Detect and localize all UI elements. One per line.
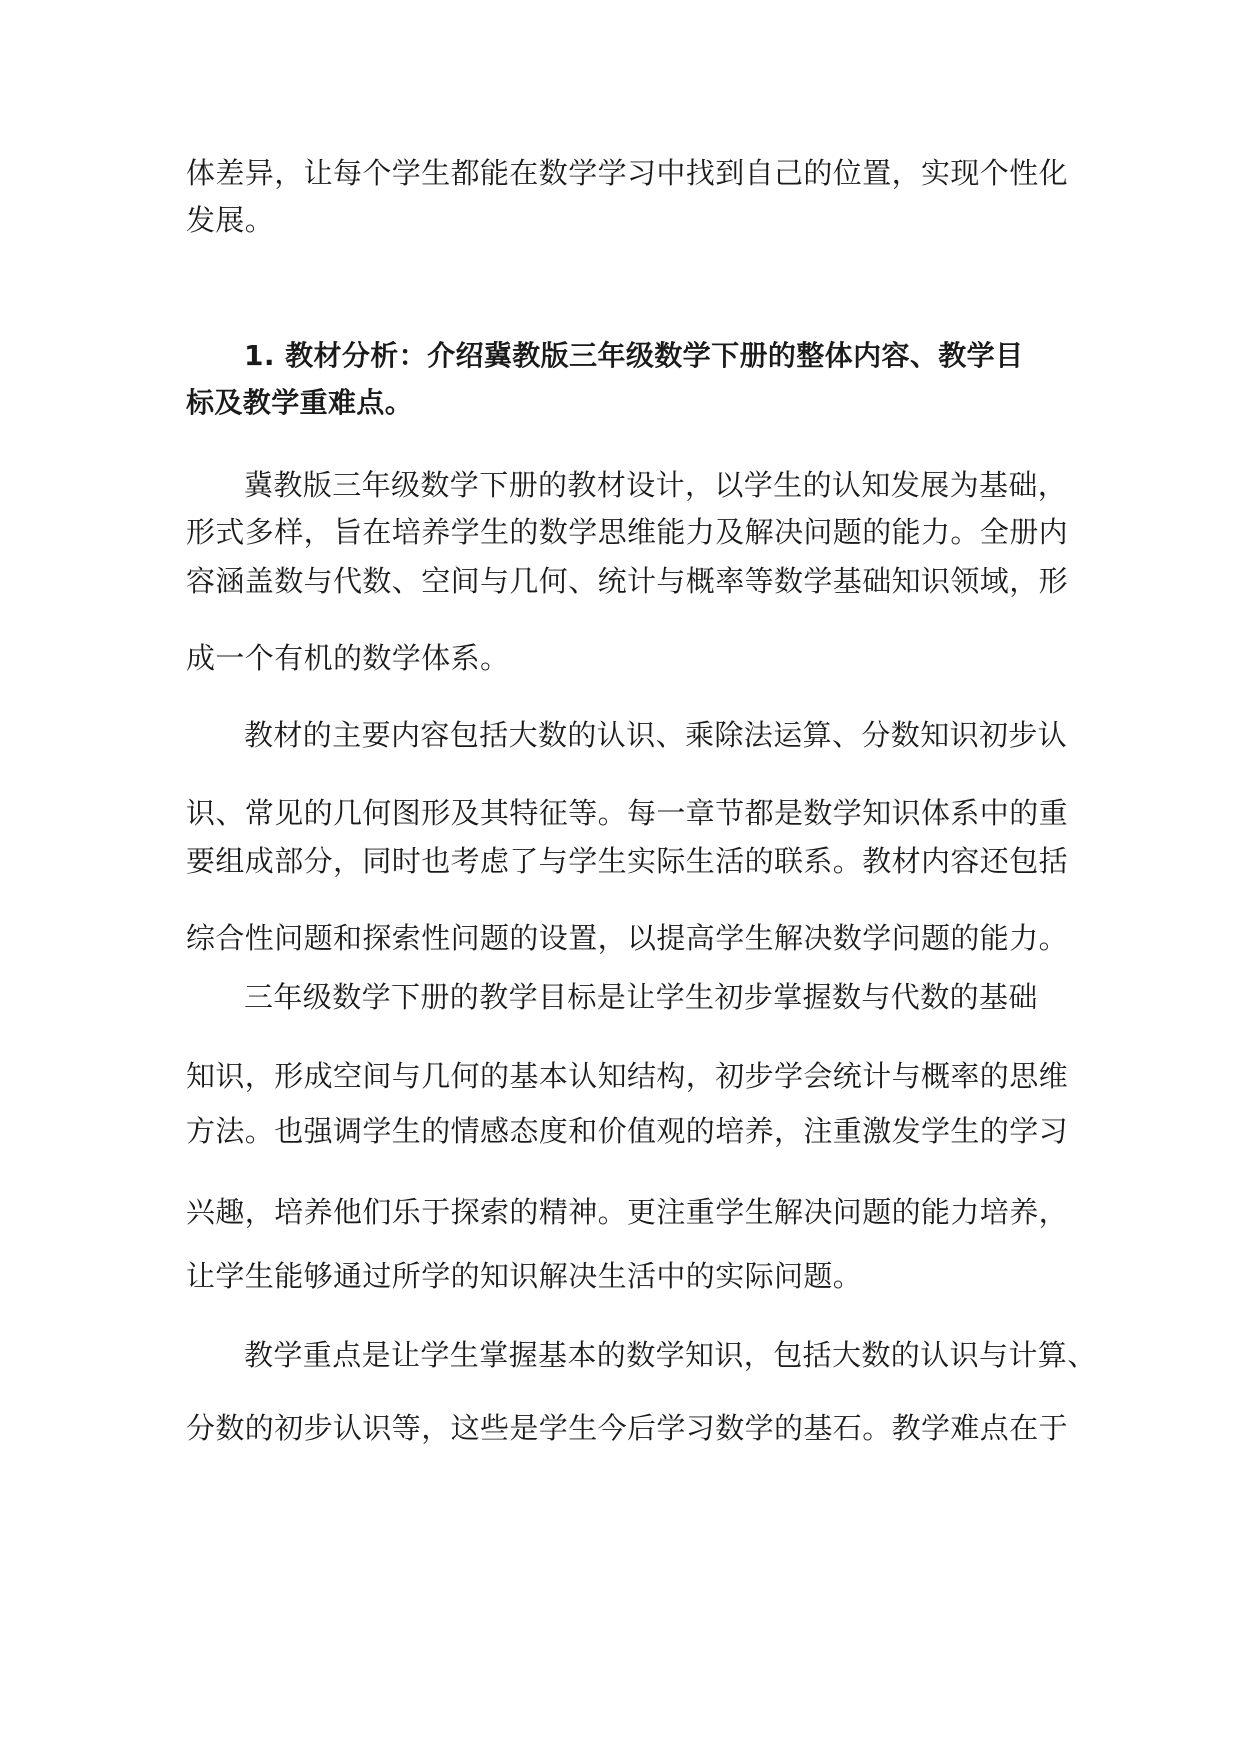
paragraph-line: 冀教版三年级数学下册的教材设计，以学生的认知发展为基础， bbox=[244, 468, 1068, 502]
section-heading-line: 标及教学重难点。 bbox=[186, 386, 414, 419]
paragraph-line: 发展。 bbox=[186, 203, 275, 237]
paragraph-line: 要组成部分，同时也考虑了与学生实际生活的联系。教材内容还包括 bbox=[186, 844, 1069, 878]
paragraph-line: 形式多样，旨在培养学生的数学思维能力及解决问题的能力。全册内 bbox=[186, 515, 1069, 549]
paragraph-line: 教材的主要内容包括大数的认识、乘除法运算、分数知识初步认 bbox=[244, 718, 1068, 752]
paragraph-line: 容涵盖数与代数、空间与几何、统计与概率等数学基础知识领域，形 bbox=[186, 564, 1069, 598]
paragraph-line: 识、常见的几何图形及其特征等。每一章节都是数学知识体系中的重 bbox=[186, 796, 1069, 830]
paragraph-line: 方法。也强调学生的情感态度和价值观的培养，注重激发学生的学习 bbox=[186, 1114, 1069, 1148]
paragraph-line: 体差异，让每个学生都能在数学学习中找到自己的位置，实现个性化 bbox=[186, 156, 1069, 190]
paragraph-line: 兴趣，培养他们乐于探索的精神。更注重学生解决问题的能力培养， bbox=[186, 1195, 1069, 1229]
paragraph-line: 教学重点是让学生掌握基本的数学知识，包括大数的认识与计算、 bbox=[244, 1338, 1097, 1372]
paragraph-line: 知识，形成空间与几何的基本认知结构，初步学会统计与概率的思维 bbox=[186, 1059, 1069, 1093]
section-heading-line: 1. 教材分析：介绍冀教版三年级数学下册的整体内容、教学目 bbox=[244, 339, 1024, 372]
paragraph-line: 成一个有机的数学体系。 bbox=[186, 641, 510, 675]
paragraph-line: 分数的初步认识等，这些是学生今后学习数学的基石。教学难点在于 bbox=[186, 1411, 1069, 1445]
paragraph-line: 三年级数学下册的教学目标是让学生初步掌握数与代数的基础 bbox=[244, 980, 1038, 1014]
paragraph-line: 让学生能够通过所学的知识解决生活中的实际问题。 bbox=[186, 1259, 863, 1293]
paragraph-line: 综合性问题和探索性问题的设置，以提高学生解决数学问题的能力。 bbox=[186, 921, 1069, 955]
